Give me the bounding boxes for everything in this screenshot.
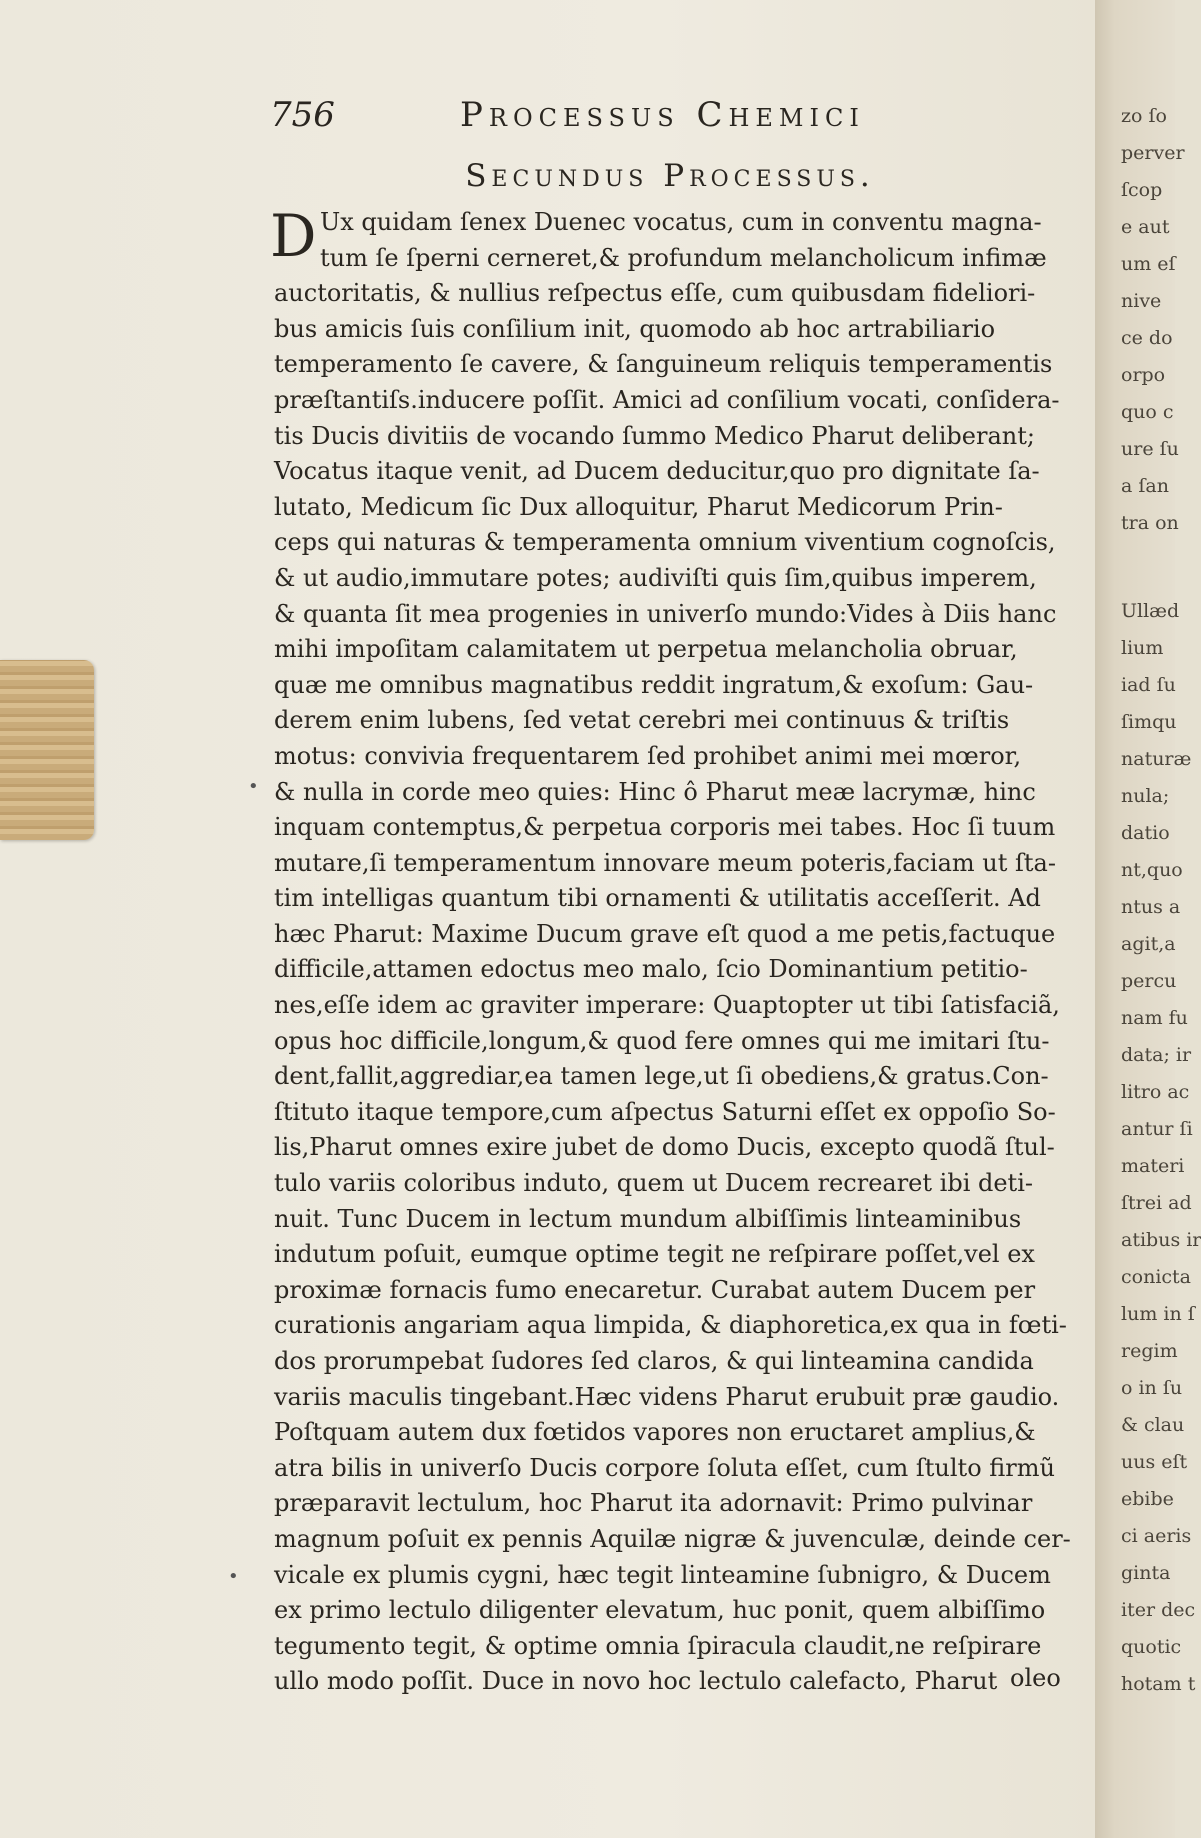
facing-page-fragment: data; ir bbox=[1121, 1044, 1192, 1066]
facing-page-fragment: Ullæd bbox=[1121, 600, 1180, 622]
text-line: atra bilis in univerſo Ducis corpore ſoluta eſſet, cum ſtulto firmũ bbox=[274, 1453, 1055, 1482]
text-line: curationis angariam aqua limpida, & diaphoretica,ex qua in fœti- bbox=[274, 1311, 1067, 1340]
facing-page-fragment: percu bbox=[1121, 970, 1177, 992]
facing-page-fragment: atibus ir bbox=[1121, 1229, 1201, 1251]
facing-page-fragment: a ſan bbox=[1121, 475, 1169, 497]
facing-page-fragment: orpo bbox=[1121, 364, 1166, 386]
facing-page-fragment: ci aeris bbox=[1121, 1525, 1192, 1547]
text-line: lis,Pharut omnes exire jubet de domo Ducis, excepto quodã ſtul- bbox=[274, 1133, 1055, 1162]
text-line: opus hoc difficile,longum,& quod fere omnes qui me imitari ſtu- bbox=[274, 1026, 1050, 1055]
facing-page-fragment: quo c bbox=[1121, 401, 1174, 423]
body-text bbox=[270, 202, 1084, 1700]
facing-page-fragment: ſcop bbox=[1121, 179, 1163, 201]
margin-mark: • bbox=[228, 1566, 239, 1587]
facing-page-fragment: ſimqu bbox=[1121, 711, 1177, 733]
facing-page-fragment: agit,a bbox=[1121, 933, 1176, 955]
facing-page-fragment: ntus a bbox=[1121, 896, 1181, 918]
text-line: tulo variis coloribus induto, quem ut Ducem recrearet ibi deti- bbox=[274, 1169, 1033, 1198]
text-line: tim intelligas quantum tibi ornamenti & utilitatis acceſſerit. Ad bbox=[274, 884, 1041, 913]
text-line: præparavit lectulum, hoc Pharut ita adornavit: Primo pulvinar bbox=[274, 1489, 1033, 1518]
section-title: Secundus Processus. bbox=[465, 158, 875, 194]
facing-page-fragment: ce do bbox=[1121, 327, 1173, 349]
text-line: & quanta ſit mea progenies in univerſo mundo:Vides à Diis hanc bbox=[274, 599, 1057, 628]
facing-page-fragment: & clau bbox=[1121, 1414, 1185, 1436]
text-line: magnum poſuit ex pennis Aquilæ nigræ & juvenculæ, deinde cer- bbox=[274, 1524, 1071, 1553]
text-line: ullo modo poſſit. Duce in novo hoc lectulo calefacto, Pharut bbox=[274, 1667, 998, 1696]
running-title: Processus Chemici bbox=[460, 95, 865, 135]
text-line: ſtituto itaque tempore,cum aſpectus Saturni eſſet ex oppoſio So- bbox=[274, 1097, 1056, 1126]
text-line: bus amicis ſuis conſilium init, quomodo ab hoc artrabiliario bbox=[274, 314, 996, 343]
text-line: variis maculis tingebant.Hæc videns Pharut erubuit præ gaudio. bbox=[274, 1382, 1060, 1411]
facing-page-fragment: uus eſt bbox=[1121, 1451, 1188, 1473]
facing-page-fragment: ſtrei ad bbox=[1121, 1192, 1192, 1214]
text-line: tegumento tegit, & optime omnia ſpiracula claudit,ne reſpirare bbox=[274, 1631, 1042, 1660]
facing-page-fragment: ginta bbox=[1121, 1562, 1171, 1584]
margin-mark: • bbox=[248, 776, 259, 797]
text-line: Ux quidam ſenex Duenec vocatus, cum in conventu magna- bbox=[320, 208, 1042, 236]
facing-page-fragment: naturæ bbox=[1121, 748, 1192, 770]
facing-page-fragment: lum in ſ bbox=[1121, 1303, 1195, 1325]
text-line: dos prorumpebat ſudores ſed claros, & qui linteamina candida bbox=[274, 1347, 1034, 1375]
facing-page-fragment: nula; bbox=[1121, 785, 1170, 807]
text-line: Vocatus itaque venit, ad Ducem deducitur,quo pro dignitate ſa- bbox=[274, 457, 1040, 486]
text-line: indutum poſuit, eumque optime tegit ne reſpirare poſſet,vel ex bbox=[274, 1240, 1035, 1269]
drop-cap: D bbox=[270, 202, 317, 270]
catchword: oleo bbox=[1010, 1664, 1061, 1692]
text-line: mihi impoſitam calamitatem ut perpetua melancholia obruar, bbox=[274, 635, 1018, 664]
text-line: quæ me omnibus magnatibus reddit ingratum,& exoſum: Gau- bbox=[274, 670, 1034, 699]
facing-page-fragment: o in ſu bbox=[1121, 1377, 1183, 1399]
facing-page-fragment: nam fu bbox=[1121, 1007, 1188, 1029]
facing-page-fragment: hotam t bbox=[1121, 1673, 1196, 1695]
facing-page-fragment: litro ac bbox=[1121, 1081, 1190, 1103]
facing-page-fragment: zo ſo bbox=[1121, 105, 1167, 127]
facing-page-fragment: quotic bbox=[1121, 1636, 1182, 1658]
facing-page-fragment: um eſ bbox=[1121, 253, 1176, 275]
text-line: proximæ fornacis fumo enecaretur. Curabat autem Ducem per bbox=[274, 1275, 1036, 1304]
text-line: hæc Pharut: Maxime Ducum grave eſt quod a me petis,factuque bbox=[274, 919, 1056, 948]
text-line: motus: convivia frequentarem ſed prohibet animi mei mœror, bbox=[274, 741, 1022, 770]
text-line: auctoritatis, & nullius reſpectus eſſe, cum quibusdam fideliori- bbox=[274, 279, 1036, 308]
facing-page-fragment: perver bbox=[1121, 142, 1185, 164]
text-line: lutato, Medicum ſic Dux alloquitur, Pharut Medicorum Prin- bbox=[274, 492, 1003, 521]
page-number: 756 bbox=[270, 95, 335, 135]
text-line: derem enim lubens, ſed vetat cerebri mei continuus & triſtis bbox=[274, 706, 1010, 735]
text-line: inquam contemptus,& perpetua corporis mei tabes. Hoc ſi tuum bbox=[274, 813, 1056, 842]
paper-tab-strip bbox=[0, 660, 94, 840]
facing-page-fragment: ure ſu bbox=[1121, 438, 1179, 460]
text-line: tum ſe ſperni cerneret,& profundum melancholicum infimæ bbox=[320, 243, 1047, 272]
text-line: temperamento ſe cavere, & ſanguineum reliquis temperamentis bbox=[274, 350, 1053, 379]
facing-page-fragment: nt,quo bbox=[1121, 859, 1183, 881]
text-line: nes,eſſe idem ac graviter imperare: Quaptopter ut tibi ſatisfaciã, bbox=[274, 991, 1060, 1020]
running-head bbox=[270, 95, 1070, 137]
text-line: & ut audio,immutare potes; audiviſti quis ſim,quibus imperem, bbox=[274, 563, 1037, 592]
facing-page-fragment: conicta bbox=[1121, 1266, 1191, 1288]
facing-page-edge bbox=[1095, 0, 1201, 1838]
facing-page-fragment: lium bbox=[1121, 637, 1164, 659]
text-line: vicale ex plumis cygni, hæc tegit linteamine ſubnigro, & Ducem bbox=[274, 1560, 1051, 1589]
facing-page-fragment: regim bbox=[1121, 1340, 1178, 1362]
text-line: nuit. Tunc Ducem in lectum mundum albiſſimis linteaminibus bbox=[274, 1204, 1022, 1233]
text-line: Poſtquam autem dux fœtidos vapores non eructaret amplius,& bbox=[274, 1418, 1036, 1447]
facing-page-fragment: ebibe bbox=[1121, 1488, 1174, 1510]
text-line: præſtantiſs.inducere poſſit. Amici ad conſilium vocati, conſidera- bbox=[274, 385, 1060, 414]
facing-page-fragment: materi bbox=[1121, 1155, 1185, 1177]
text-line: difficile,attamen edoctus meo malo, ſcio Dominantium petitio- bbox=[274, 955, 1028, 984]
text-line: dent,fallit,aggrediar,ea tamen lege,ut ſi obediens,& gratus.Con- bbox=[274, 1062, 1049, 1091]
facing-page-fragment: datio bbox=[1121, 822, 1170, 844]
facing-page-fragment: antur ſi bbox=[1121, 1118, 1193, 1140]
text-line: tis Ducis divitiis de vocando ſummo Medico Pharut deliberant; bbox=[274, 421, 1035, 450]
facing-page-fragment: iter dec bbox=[1121, 1599, 1196, 1621]
text-line: mutare,ſi temperamentum innovare meum poteris,faciam ut ſta- bbox=[274, 848, 1056, 877]
facing-page-fragment: iad ſu bbox=[1121, 674, 1176, 696]
facing-page-fragment: nive bbox=[1121, 290, 1162, 312]
text-line: ceps qui naturas & temperamenta omnium viventium cognoſcis, bbox=[274, 528, 1056, 557]
text-line: ex primo lectulo diligenter elevatum, huc ponit, quem albiſſimo bbox=[274, 1596, 1046, 1625]
text-lines bbox=[274, 205, 1084, 1700]
facing-page-fragment: tra on bbox=[1121, 512, 1179, 534]
facing-page-fragment: e aut bbox=[1121, 216, 1170, 238]
text-line: & nulla in corde meo quies: Hinc ô Pharut meæ lacrymæ, hinc bbox=[274, 777, 1036, 806]
